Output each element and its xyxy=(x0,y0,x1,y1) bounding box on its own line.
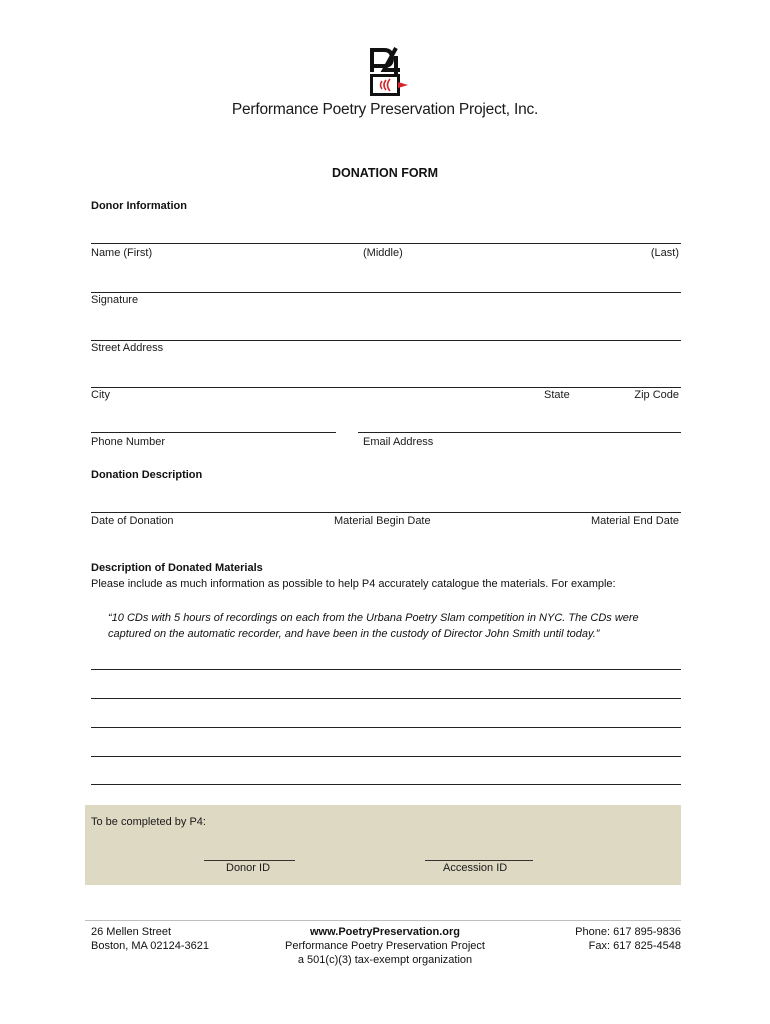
example-line-1: “10 CDs with 5 hours of recordings on each from the Urbana Poetry Slam competition in NYC. The CDs were xyxy=(108,612,639,624)
donation-dates-line[interactable] xyxy=(91,512,681,513)
phone-label: Phone Number xyxy=(91,436,165,448)
footer-address xyxy=(91,925,209,953)
materials-line[interactable] xyxy=(91,669,681,670)
office-use-heading: To be completed by P4: xyxy=(91,816,206,828)
materials-heading: Description of Donated Materials xyxy=(91,562,263,574)
donation-heading: Donation Description xyxy=(91,469,203,481)
p4-logo xyxy=(366,46,410,98)
footer-fax: Fax: 617 825-4548 xyxy=(588,940,681,952)
name-last-label: (Last) xyxy=(650,247,679,259)
signature-line[interactable] xyxy=(91,292,681,293)
organization-name: Performance Poetry Preservation Project, Inc. xyxy=(231,101,539,118)
materials-line[interactable] xyxy=(91,698,681,699)
state-label: State xyxy=(544,389,570,401)
form-title: DONATION FORM xyxy=(331,166,438,180)
footer-city: Boston, MA 02124-3621 xyxy=(91,940,210,952)
materials-example xyxy=(108,610,688,642)
donor-info-heading: Donor Information xyxy=(91,200,187,212)
begin-date-label: Material Begin Date xyxy=(334,515,431,527)
footer-status: a 501(c)(3) tax-exempt organization xyxy=(297,954,473,966)
materials-line[interactable] xyxy=(91,756,681,757)
footer-street: 26 Mellen Street xyxy=(91,926,172,938)
materials-line[interactable] xyxy=(91,784,681,785)
materials-line[interactable] xyxy=(91,727,681,728)
footer-contact xyxy=(575,925,681,953)
materials-instructions: Please include as much information as possible to help P4 accurately catalogue the materials. For example: xyxy=(91,578,616,590)
street-line[interactable] xyxy=(91,340,681,341)
footer-website-link[interactable]: www.PoetryPreservation.org xyxy=(310,926,460,938)
footer-phone: Phone: 617 895-9836 xyxy=(575,926,681,938)
zip-label: Zip Code xyxy=(634,389,679,401)
accession-id-label: Accession ID xyxy=(443,862,508,874)
email-label: Email Address xyxy=(363,436,434,448)
footer-divider xyxy=(85,920,681,921)
city-line[interactable] xyxy=(91,387,681,388)
footer-center xyxy=(235,925,535,967)
email-line[interactable] xyxy=(358,432,681,433)
name-line[interactable] xyxy=(91,243,681,244)
name-first-label: Name (First) xyxy=(91,247,153,259)
donor-id-label: Donor ID xyxy=(226,862,271,874)
donation-date-label: Date of Donation xyxy=(91,515,174,527)
footer-project: Performance Poetry Preservation Project xyxy=(285,940,485,952)
phone-line[interactable] xyxy=(91,432,336,433)
signature-label: Signature xyxy=(91,294,139,306)
street-label: Street Address xyxy=(91,342,164,354)
end-date-label: Material End Date xyxy=(590,515,679,527)
accession-id-line[interactable] xyxy=(425,860,533,861)
city-label: City xyxy=(91,389,110,401)
example-line-2: captured on the automatic recorder, and have been in the custody of Director John Smith until today.” xyxy=(108,628,600,640)
name-middle-label: (Middle) xyxy=(363,247,403,259)
donor-id-line[interactable] xyxy=(204,860,295,861)
